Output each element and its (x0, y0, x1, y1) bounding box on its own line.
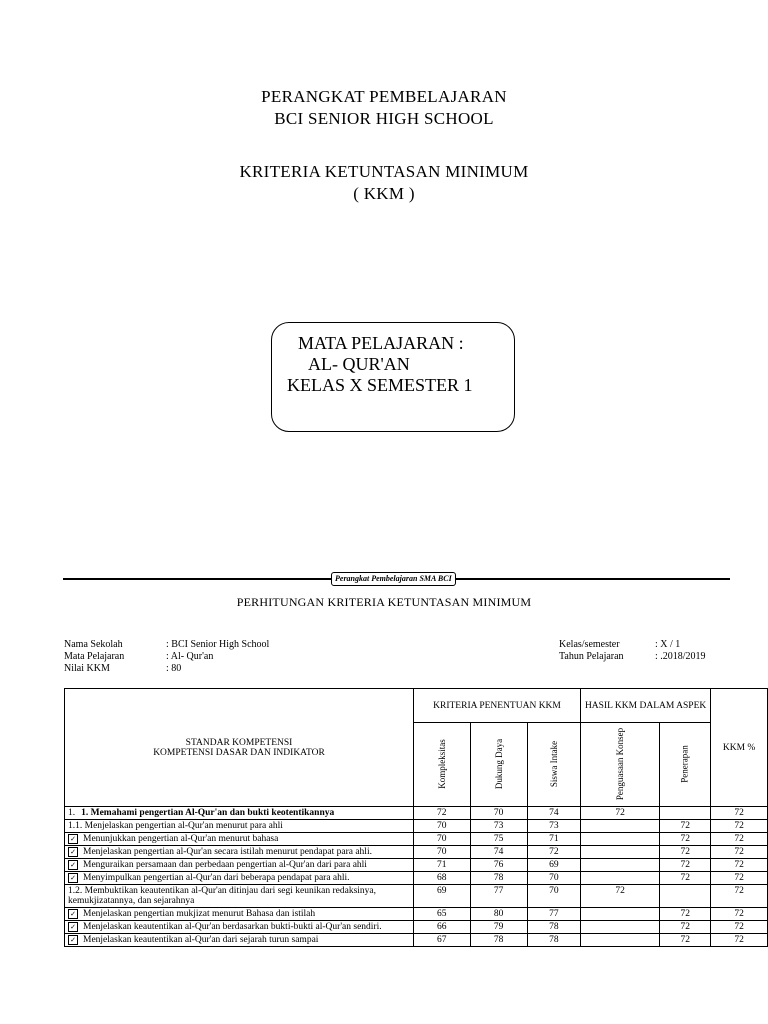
table-row (65, 820, 768, 833)
value-cell: 72 (660, 833, 711, 846)
value-cell (581, 820, 660, 833)
indicator-cell (65, 807, 414, 820)
row-number: 1. (68, 808, 76, 818)
value-cell: 68 (414, 872, 471, 885)
value-cell (581, 934, 660, 947)
value-cell: 72 (711, 820, 768, 833)
info-label: Nama Sekolah (64, 639, 123, 650)
value-cell (581, 859, 660, 872)
indicator-text: Menjelaskan keautentikan al-Qur'an berdasarkan bukti-bukti al-Qur'an sendiri. (83, 922, 382, 932)
value-cell: 72 (581, 885, 660, 908)
indicator-text: 1. Memahami pengertian Al-Qur'an dan bukti keotentikannya (81, 808, 335, 818)
value-cell: 71 (414, 859, 471, 872)
value-cell: 78 (527, 934, 580, 947)
checkbox-icon: ✓ (68, 873, 78, 883)
indicator-text: Menjelaskan pengertian al-Qur'an secara istilah menurut pendapat para ahli. (83, 847, 372, 857)
value-cell (660, 885, 711, 908)
value-cell: 70 (414, 833, 471, 846)
value-cell: 71 (527, 833, 580, 846)
value-cell: 72 (527, 846, 580, 859)
value-cell: 72 (660, 820, 711, 833)
indicator-cell (65, 921, 414, 934)
info-value: : Al- Qur'an (166, 651, 214, 662)
value-cell (581, 921, 660, 934)
header-penerapan: Penerapan (660, 723, 711, 807)
value-cell (581, 846, 660, 859)
info-value: : 80 (166, 663, 182, 674)
header-siswa-intake: Siswa Intake (527, 723, 580, 807)
value-cell: 72 (660, 908, 711, 921)
checkbox-icon: ✓ (68, 860, 78, 870)
indicator-cell (65, 820, 414, 833)
value-cell: 72 (711, 908, 768, 921)
indicator-text: 1.2. Membuktikan keautentikan al-Qur'an ditinjau dari segi keunikan redaksinya, kemukjizatannya, dan sejarahnya (68, 886, 376, 906)
header-label: Perangkat Pembelajaran SMA BCI (331, 572, 456, 586)
value-cell: 67 (414, 934, 471, 947)
info-right (559, 639, 706, 663)
value-cell: 76 (470, 859, 527, 872)
value-cell: 74 (527, 807, 580, 820)
value-cell: 66 (414, 921, 471, 934)
value-cell: 72 (711, 872, 768, 885)
table-row (65, 807, 768, 820)
header-hasil: HASIL KKM DALAM ASPEK (581, 689, 711, 723)
checkbox-icon: ✓ (68, 847, 78, 857)
value-cell: 72 (711, 934, 768, 947)
indicator-cell (65, 872, 414, 885)
value-cell (581, 872, 660, 885)
info-label: Tahun Pelajaran (559, 651, 624, 662)
indicator-cell (65, 908, 414, 921)
value-cell: 70 (414, 820, 471, 833)
subject-box (271, 322, 515, 432)
table-row (65, 885, 768, 908)
indicator-cell (65, 846, 414, 859)
indicator-text: Menyimpulkan pengertian al-Qur'an dari beberapa pendapat para ahli. (83, 873, 350, 883)
indicator-cell (65, 859, 414, 872)
value-cell: 69 (527, 859, 580, 872)
header-kkm: KKM % (711, 689, 768, 807)
info-value: : BCI Senior High School (166, 639, 270, 650)
value-cell (581, 908, 660, 921)
table-row (65, 908, 768, 921)
table-row (65, 833, 768, 846)
table-row (65, 859, 768, 872)
value-cell: 72 (660, 872, 711, 885)
subject-class: KELAS X SEMESTER 1 (287, 375, 473, 395)
header-kompleksitas: Kompleksitas (414, 723, 471, 807)
value-cell: 73 (470, 820, 527, 833)
value-cell: 72 (711, 885, 768, 908)
subject-name: AL- QUR'AN (308, 354, 410, 374)
indicator-text: Menunjukkan pengertian al-Qur'an menurut bahasa (83, 834, 279, 844)
value-cell (581, 833, 660, 846)
table-row (65, 846, 768, 859)
value-cell: 72 (414, 807, 471, 820)
value-cell: 73 (527, 820, 580, 833)
checkbox-icon: ✓ (68, 935, 78, 945)
cover-title-line3: KRITERIA KETUNTASAN MINIMUM (239, 162, 529, 181)
cover-title-line4: ( KKM ) (353, 184, 415, 203)
value-cell: 77 (470, 885, 527, 908)
value-cell: 70 (527, 885, 580, 908)
info-label: Mata Pelajaran (64, 651, 125, 662)
indicator-text: Menjelaskan keautentikan al-Qur'an dari sejarah turun sampai (83, 935, 319, 945)
header-standar-kompetensi: STANDAR KOMPETENSI KOMPETENSI DASAR DAN INDIKATOR (65, 689, 414, 807)
value-cell: 78 (470, 872, 527, 885)
cover-title-line2: BCI SENIOR HIGH SCHOOL (274, 109, 494, 128)
value-cell: 78 (527, 921, 580, 934)
indicator-text: 1.1. Menjelaskan pengertian al-Qur'an menurut para ahli (68, 821, 283, 831)
table-row (65, 921, 768, 934)
value-cell: 75 (470, 833, 527, 846)
subject-label: MATA PELAJARAN : (298, 333, 464, 353)
header-dukung-daya: Dukung Daya (470, 723, 527, 807)
indicator-cell (65, 885, 414, 908)
value-cell: 78 (470, 934, 527, 947)
value-cell (660, 807, 711, 820)
value-cell: 72 (581, 807, 660, 820)
value-cell: 72 (660, 921, 711, 934)
table-row (65, 872, 768, 885)
value-cell: 69 (414, 885, 471, 908)
info-value: : .2018/2019 (655, 651, 706, 662)
header-kriteria: KRITERIA PENENTUAN KKM (414, 689, 581, 723)
indicator-text: Menguraikan persamaan dan perbedaan pengertian al-Qur'an dari para ahli (83, 860, 367, 870)
value-cell: 70 (527, 872, 580, 885)
checkbox-icon: ✓ (68, 922, 78, 932)
value-cell: 72 (660, 859, 711, 872)
value-cell: 74 (470, 846, 527, 859)
document-title: PERHITUNGAN KRITERIA KETUNTASAN MINIMUM (236, 595, 532, 609)
value-cell: 70 (470, 807, 527, 820)
header-penguasaan: Penguasaan Konsep (581, 723, 660, 807)
value-cell: 72 (711, 859, 768, 872)
value-cell: 80 (470, 908, 527, 921)
value-cell: 70 (414, 846, 471, 859)
value-cell: 72 (660, 846, 711, 859)
indicator-cell (65, 833, 414, 846)
info-value: : X / 1 (655, 639, 681, 650)
value-cell: 72 (711, 846, 768, 859)
value-cell: 65 (414, 908, 471, 921)
checkbox-icon: ✓ (68, 909, 78, 919)
value-cell: 72 (711, 921, 768, 934)
table-row (65, 934, 768, 947)
value-cell: 72 (711, 833, 768, 846)
value-cell: 79 (470, 921, 527, 934)
value-cell: 72 (660, 934, 711, 947)
value-cell: 77 (527, 908, 580, 921)
info-label: Kelas/semester (559, 639, 620, 650)
indicator-cell (65, 934, 414, 947)
kkm-table (64, 688, 768, 947)
checkbox-icon: ✓ (68, 834, 78, 844)
cover-title-line1: PERANGKAT PEMBELAJARAN (261, 87, 507, 106)
value-cell: 72 (711, 807, 768, 820)
info-label: Nilai KKM (64, 663, 110, 674)
info-left (64, 639, 269, 675)
indicator-text: Menjelaskan pengertian mukjizat menurut Bahasa dan istilah (83, 909, 316, 919)
